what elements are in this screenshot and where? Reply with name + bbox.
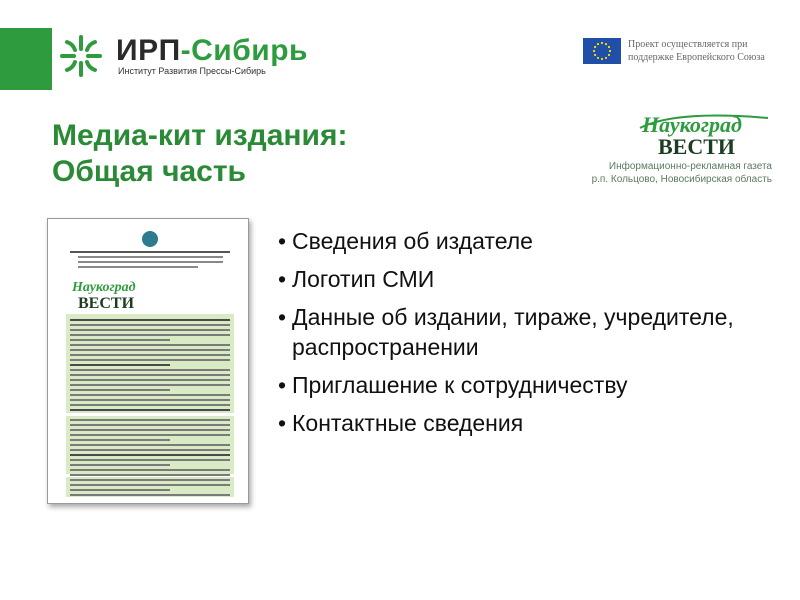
document-text-line: [70, 364, 170, 366]
document-text-line: [70, 379, 230, 381]
media-kit-contents-list: [278, 226, 778, 446]
document-text-line: [70, 429, 230, 431]
document-text-line: [70, 334, 230, 336]
list-item: [278, 408, 778, 438]
bullet-marker: •: [278, 266, 287, 292]
document-logo-icon: [68, 277, 168, 311]
eu-star-icon: [601, 42, 603, 44]
bullet-marker: •: [278, 410, 287, 436]
eu-star-icon: [601, 58, 603, 60]
eu-support-text: [628, 38, 788, 64]
brand-tagline: Институт Развития Прессы-Сибирь: [118, 66, 266, 76]
logo-word2: ВЕСТИ: [658, 134, 736, 158]
eu-flag-icon: [583, 38, 621, 64]
media-kit-document-preview: [47, 218, 249, 504]
document-text-line: [70, 469, 230, 471]
bullet-marker: •: [278, 304, 287, 330]
document-text-line: [70, 339, 170, 341]
list-item: [278, 302, 778, 362]
document-text-line: [70, 389, 170, 391]
eu-star-icon: [605, 57, 607, 59]
list-item-text: Сведения об издателе: [292, 228, 533, 254]
document-text-line: [70, 374, 230, 376]
eu-text-line1: Проект осуществляется при: [628, 39, 748, 50]
document-text-line: [70, 489, 170, 491]
newspaper-subtitle-line2: р.п. Кольцово, Новосибирская область: [591, 174, 772, 185]
document-text-line: [70, 494, 230, 496]
document-text-line: [70, 454, 230, 456]
eu-star-icon: [594, 46, 596, 48]
document-text-line: [70, 439, 170, 441]
document-text-line: [70, 424, 230, 426]
brand-name-part1: ИРП: [116, 34, 181, 67]
svg-text:ВЕСТИ: ВЕСТИ: [78, 295, 135, 311]
eu-star-icon: [609, 50, 611, 52]
document-text-line: [70, 394, 230, 396]
naukograd-vesti-logo: [636, 108, 772, 158]
document-text-line: [70, 329, 230, 331]
eu-star-icon: [608, 54, 610, 56]
document-text-line: [70, 444, 230, 446]
bullet-marker: •: [278, 372, 287, 398]
document-text-line: [70, 324, 230, 326]
document-text-line: [70, 344, 230, 346]
document-text-line: [70, 419, 230, 421]
list-item: [278, 264, 778, 294]
logo-word1: Наукоград: [642, 112, 742, 137]
eu-star-icon: [605, 43, 607, 45]
list-item-text: Приглашение к сотрудничеству: [292, 372, 628, 398]
document-text-line: [70, 464, 170, 466]
document-text-line: [70, 409, 230, 411]
document-text-line: [70, 354, 230, 356]
document-text-line: [70, 319, 230, 321]
document-text-line: [70, 399, 230, 401]
newspaper-subtitle: [592, 160, 772, 186]
list-item-text: Контактные сведения: [292, 410, 524, 436]
document-text-line: [70, 459, 230, 461]
eu-text-line2: поддержке Европейского Союза: [628, 52, 765, 63]
document-text-line: [70, 479, 230, 481]
eu-star-icon: [597, 57, 599, 59]
brand-name: [116, 34, 308, 68]
document-text-line: [70, 484, 230, 486]
title-line2: Общая часть: [52, 155, 246, 188]
document-header-graphic: [68, 227, 233, 273]
bullet-marker: •: [278, 228, 287, 254]
document-text-line: [70, 349, 230, 351]
list-item: [278, 370, 778, 400]
list-item-text: Данные об издании, тираже, учредителе, распространении: [292, 304, 734, 360]
irp-logo-icon: [56, 31, 106, 81]
eu-star-icon: [593, 50, 595, 52]
document-text-line: [70, 474, 230, 476]
document-text-line: [70, 449, 230, 451]
document-text-line: [70, 359, 230, 361]
eu-star-icon: [597, 43, 599, 45]
document-logo: [68, 277, 168, 311]
list-item: [278, 226, 778, 256]
document-text-line: [70, 369, 230, 371]
svg-text:Наукоград: Наукоград: [72, 280, 136, 295]
document-text-line: [70, 434, 230, 436]
list-item-text: Логотип СМИ: [292, 266, 435, 292]
brand-name-part2: -Сибирь: [180, 34, 308, 67]
newspaper-subtitle-line1: Информационно-рекламная газета: [608, 161, 772, 172]
document-text-line: [70, 404, 230, 406]
eu-star-icon: [608, 46, 610, 48]
page-title: [52, 118, 347, 190]
eu-star-icon: [594, 54, 596, 56]
title-line1: Медиа-кит издания:: [52, 119, 348, 152]
document-text-line: [70, 384, 230, 386]
